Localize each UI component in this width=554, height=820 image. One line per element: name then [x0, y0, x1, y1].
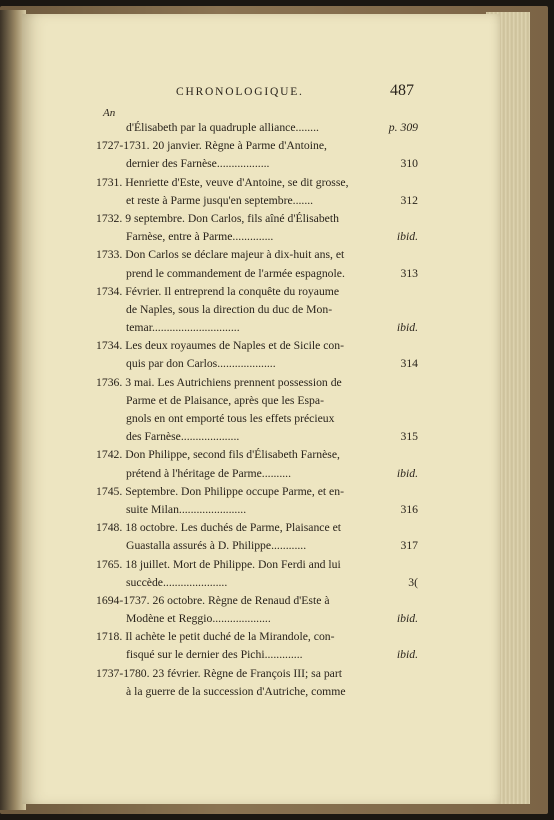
entry-line — [96, 319, 418, 337]
entry-text: 1745. Septembre. Don Philippe occupe Parme, et en- — [96, 484, 344, 498]
chronology-entry — [96, 519, 418, 555]
entry-text: 1733. Don Carlos se déclare majeur à dix-huit ans, et — [96, 248, 345, 262]
entry-text: 1765. 18 juillet. Mort de Philippe. Don Ferdi and lui — [96, 557, 341, 571]
entry-line — [96, 283, 418, 301]
page-reference: ibid. — [396, 321, 418, 335]
chronology-entry — [96, 374, 418, 447]
page-number: 487 — [390, 82, 414, 99]
chronology-entry — [96, 556, 418, 592]
page-reference: ibid. — [396, 648, 418, 662]
chronology-entry — [96, 592, 418, 628]
entry-line — [96, 228, 418, 246]
entry-text: prétend à l'héritage de Parme.......... — [126, 466, 292, 480]
entry-text: Parme et de Plaisance, après que les Espa- — [126, 393, 324, 407]
chronology-entry — [96, 446, 418, 482]
entry-line — [96, 610, 418, 628]
chronology-entries — [96, 119, 418, 701]
entry-line — [96, 646, 418, 664]
entry-text: 1734. Les deux royaumes de Naples et de Sicile con- — [96, 339, 344, 353]
entry-line — [96, 428, 418, 446]
entry-line — [96, 355, 418, 373]
entry-line — [96, 501, 418, 519]
entry-text: 1742. Don Philippe, second fils d'Élisabeth Farnèse, — [96, 448, 340, 462]
page-reference: 317 — [400, 539, 418, 553]
entry-line — [96, 265, 418, 283]
chronology-entry — [96, 137, 418, 173]
entry-text: Guastalla assurés à D. Philippe............ — [126, 539, 307, 553]
entry-text: Modène et Reggio.................... — [126, 612, 271, 626]
chronology-entry — [96, 246, 418, 282]
page-reference: ibid. — [396, 612, 418, 626]
entry-text: de Naples, sous la direction du duc de Mon- — [126, 302, 333, 316]
chronology-entry — [96, 119, 418, 137]
entry-text: temar.............................. — [126, 321, 240, 335]
entry-line — [96, 192, 418, 210]
entry-line — [96, 246, 418, 264]
entry-text: 1727-1731. 20 janvier. Règne à Parme d'Antoine, — [96, 139, 327, 153]
page-reference: 314 — [400, 357, 418, 371]
entry-line — [96, 392, 418, 410]
chronology-entry — [96, 628, 418, 664]
entry-text: 1736. 3 mai. Les Autrichiens prennent possession de — [96, 375, 342, 389]
margin-label-an: An — [103, 107, 116, 119]
page-reference: ibid. — [396, 230, 418, 244]
page-reference: 315 — [400, 430, 418, 444]
entry-line — [96, 337, 418, 355]
entry-line — [96, 556, 418, 574]
entry-text: 1748. 18 octobre. Les duchés de Parme, Plaisance et — [96, 521, 342, 535]
page-reference: 312 — [400, 193, 418, 207]
entry-text: Farnèse, entre à Parme.............. — [126, 230, 274, 244]
entry-text: 1694-1737. 26 octobre. Règne de Renaud d'Este à — [96, 593, 330, 607]
entry-text: suite Milan....................... — [126, 502, 247, 516]
entry-line — [96, 155, 418, 173]
entry-line — [96, 665, 418, 683]
entry-text: fisqué sur le dernier des Pichi............. — [126, 648, 303, 662]
entry-line — [96, 574, 418, 592]
entry-line — [96, 446, 418, 464]
entry-text: gnols en ont emporté tous les effets précieux — [126, 412, 335, 425]
entry-line — [96, 519, 418, 537]
chronology-entry — [96, 337, 418, 373]
entry-line — [96, 537, 418, 555]
entry-text: 1718. Il achète le petit duché de la Mirandole, con- — [96, 630, 335, 644]
entry-text: succède...................... — [126, 575, 228, 589]
entry-text: quis par don Carlos.................... — [126, 357, 276, 371]
chronology-entry — [96, 174, 418, 210]
page-reference: 313 — [400, 266, 418, 280]
entry-line — [96, 483, 418, 501]
entry-line — [96, 210, 418, 228]
entry-line — [96, 119, 418, 137]
entry-line — [96, 683, 418, 701]
chronology-entry — [96, 283, 418, 338]
entry-line — [96, 628, 418, 646]
entry-text: et reste à Parme jusqu'en septembre....... — [126, 193, 314, 207]
entry-line — [96, 465, 418, 483]
page-reference: p. 309 — [388, 121, 418, 134]
entry-text: 1731. Henriette d'Este, veuve d'Antoine, se dit grosse, — [96, 175, 349, 189]
entry-line — [96, 374, 418, 392]
entry-text: à la guerre de la succession d'Autriche, comme — [126, 684, 346, 698]
page-reference: 310 — [400, 157, 418, 171]
entry-line — [96, 174, 418, 192]
entry-text: des Farnèse.................... — [126, 430, 240, 444]
page-reference: ibid. — [396, 466, 418, 480]
entry-line — [96, 137, 418, 155]
chronology-entry — [96, 483, 418, 519]
entry-text: dernier des Farnèse.................. — [126, 157, 270, 171]
running-header: CHRONOLOGIQUE. — [176, 86, 304, 98]
entry-text: 1732. 9 septembre. Don Carlos, fils aîné d'Élisabeth — [96, 211, 339, 225]
page-reference: 316 — [400, 502, 418, 516]
entry-text: d'Élisabeth par la quadruple alliance........ — [126, 121, 319, 134]
chronology-entry — [96, 210, 418, 246]
page-reference: 3( — [408, 575, 418, 589]
entry-text: 1737-1780. 23 février. Règne de François III; sa part — [96, 666, 343, 680]
entry-line — [96, 592, 418, 610]
entry-text: prend le commandement de l'armée espagnole. — [126, 266, 345, 280]
entry-line — [96, 410, 418, 428]
entry-line — [96, 301, 418, 319]
entry-text: 1734. Février. Il entreprend la conquête du royaume — [96, 284, 340, 298]
chronology-entry — [96, 665, 418, 701]
